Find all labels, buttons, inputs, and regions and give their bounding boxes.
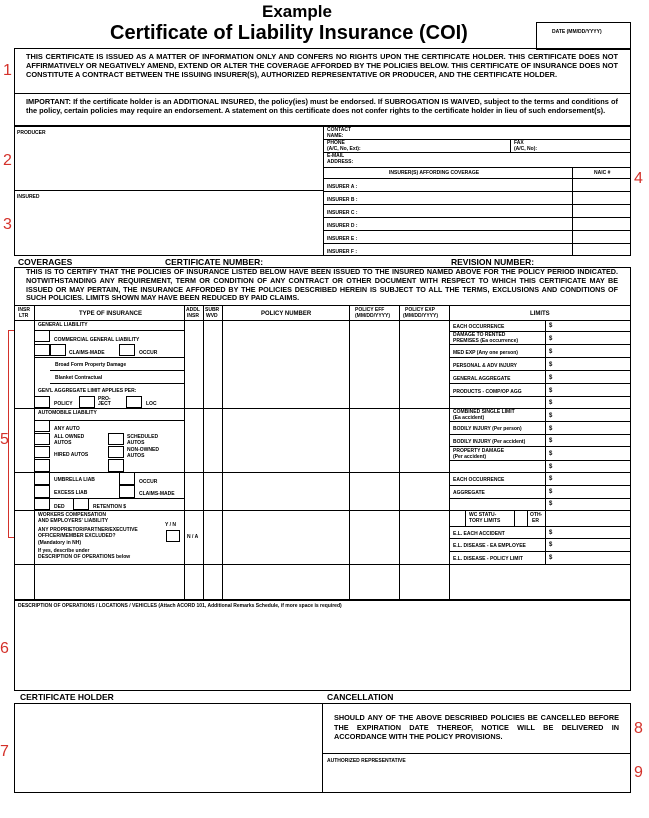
ded-checkbox[interactable] <box>34 498 50 510</box>
auto-liability-title: AUTOMOBILE LIABILITY <box>38 410 97 416</box>
gl-limit-products: PRODUCTS - COMP/OP AGG <box>453 389 522 395</box>
producer-label: PRODUCER <box>17 130 46 136</box>
wc-dollar-2: $ <box>549 542 553 548</box>
non-owned-checkbox[interactable] <box>108 446 124 458</box>
claims-made-label: CLAIMS-MADE <box>69 350 105 356</box>
loc-checkbox[interactable] <box>126 396 142 408</box>
auto-extra-checkbox-1[interactable] <box>34 459 50 472</box>
auto-dollar-5: $ <box>549 464 553 470</box>
all-owned-label: ALL OWNED <box>54 434 85 440</box>
gl-limit-premises: PREMISES (Ea occurrence) <box>453 338 519 344</box>
example-heading: Example <box>262 2 332 21</box>
all-owned-checkbox[interactable] <box>34 433 50 445</box>
gl-dollar-6: $ <box>549 388 553 394</box>
officer-excluded-label: OFFICER/MEMBER EXCLUDED? <box>38 533 116 539</box>
col-policy-exp-2: (MM/DD/YYYY) <box>403 313 438 319</box>
phone-label-2: (A/C, No, Ext): <box>327 146 361 152</box>
na-label: N / A <box>187 534 199 540</box>
gl-dollar-4: $ <box>549 362 553 368</box>
date-box[interactable] <box>536 22 631 50</box>
annotation-8: 8 <box>634 720 643 737</box>
if-yes-label-2: DESCRIPTION OF OPERATIONS below <box>38 554 131 560</box>
project-checkbox[interactable] <box>79 396 95 408</box>
workers-comp-title-2: AND EMPLOYERS' LIABILITY <box>38 518 109 524</box>
occur-checkbox[interactable] <box>119 344 135 356</box>
auto-limit-bodily-accident: BODILY INJURY (Per accident) <box>453 439 526 445</box>
cancellation-text: SHOULD ANY OF THE ABOVE DESCRIBED POLICIES BE CANCELLED BEFORE THE EXPIRATION DATE THEREOF, NOTICE WILL BE DELIVERED IN ACCORDANCE WITH THE POLICY PROVISIONS. <box>334 713 619 741</box>
insured-label: INSURED <box>17 194 40 200</box>
col-addl: ADDL <box>186 307 200 313</box>
gl-dollar-7: $ <box>549 400 553 406</box>
mandatory-nh-label: (Mandatory in NH) <box>38 540 82 546</box>
col-policy-eff-2: (MM/DD/YYYY) <box>355 313 390 319</box>
any-proprietor-label: ANY PROPRIETOR/PARTNER/EXECUTIVE <box>38 527 138 533</box>
col-policy-eff: POLICY EFF <box>355 307 385 313</box>
any-auto-checkbox[interactable] <box>34 420 50 432</box>
policy-checkbox[interactable] <box>34 396 50 408</box>
insurer-e: INSURER E : <box>327 236 358 242</box>
policy-label: POLICY <box>54 401 73 407</box>
insurer-c: INSURER C : <box>327 210 358 216</box>
gl-dollar-1: $ <box>549 323 553 329</box>
col-limits: LIMITS <box>530 311 550 317</box>
annotation-7: 7 <box>0 743 9 760</box>
aggregate-applies-label: GEN'L AGGREGATE LIMIT APPLIES PER: <box>38 388 137 394</box>
umbrella-limit-aggregate: AGGREGATE <box>453 490 485 496</box>
cgl-checkbox[interactable] <box>34 330 50 342</box>
important-text: IMPORTANT: If the certificate holder is an ADDITIONAL INSURED, the policy(ies) must be endorsed. If SUBROGATION IS WAIVED, subject to the terms and conditions of the policy, certain policies may require an endorsement. A statement on this certificate does not confer rights to the certificate holder in lieu of such endorsement(s). <box>26 97 618 116</box>
col-subr-2: WVD <box>206 313 218 319</box>
wc-dollar-1: $ <box>549 530 553 536</box>
excess-liab-label: EXCESS LIAB <box>54 490 88 496</box>
certificate-holder-label: CERTIFICATE HOLDER <box>20 692 114 702</box>
cancellation-label: CANCELLATION <box>327 692 394 702</box>
fax-label-2: (A/C, No): <box>514 146 538 152</box>
gl-dollar-3: $ <box>549 349 553 355</box>
certificate-number-label: CERTIFICATE NUMBER: <box>165 257 264 267</box>
umbrella-claims-made-label: CLAIMS-MADE <box>139 491 175 497</box>
umbrella-occur-label: OCCUR <box>139 479 158 485</box>
auto-limit-bodily-person: BODILY INJURY (Per person) <box>453 426 522 432</box>
gl-limit-med-exp: MED EXP (Any one person) <box>453 350 518 356</box>
col-addl-2: INSR <box>187 313 199 319</box>
contact-name-label: CONTACT <box>327 127 352 133</box>
annotation-2: 2 <box>3 152 12 169</box>
annotation-6: 6 <box>0 640 9 657</box>
excluded-checkbox[interactable] <box>166 530 180 542</box>
col-insr: INSR <box>18 307 30 313</box>
gl-row2-checkbox[interactable] <box>34 344 50 356</box>
umbrella-dollar-1: $ <box>549 476 553 482</box>
annotation-5: 5 <box>0 431 9 448</box>
scheduled-label-2: AUTOS <box>127 440 145 446</box>
retention-label: RETENTION $ <box>93 504 127 510</box>
other-label-2: ER <box>532 518 539 524</box>
non-owned-label-2: AUTOS <box>127 453 145 459</box>
workers-comp-title: WORKERS COMPENSATION <box>38 512 106 518</box>
general-liability-title: GENERAL LIABILITY <box>38 322 88 328</box>
certificate-holder-box[interactable] <box>14 703 323 793</box>
wc-statutory-label: WC STATU- <box>469 512 497 518</box>
scheduled-checkbox[interactable] <box>108 433 124 445</box>
insurer-f: INSURER F : <box>327 249 357 255</box>
cgl-label: COMMERCIAL GENERAL LIABILITY <box>54 337 140 343</box>
insurer-b: INSURER B : <box>327 197 358 203</box>
other-label: OTH- <box>530 512 543 518</box>
umbrella-occur-checkbox[interactable] <box>119 472 135 485</box>
umbrella-limit-each-occurrence: EACH OCCURRENCE <box>453 477 505 483</box>
all-owned-label-2: AUTOS <box>54 440 72 446</box>
insurer-a: INSURER A : <box>327 184 358 190</box>
authorized-representative-label: AUTHORIZED REPRESENTATIVE <box>327 758 406 764</box>
col-subr: SUBR <box>205 307 220 313</box>
revision-number-label: REVISION NUMBER: <box>451 257 535 267</box>
disclaimer-text: THIS CERTIFICATE IS ISSUED AS A MATTER OF INFORMATION ONLY AND CONFERS NO RIGHTS UPON THE CERTIFICATE HOLDER. THIS CERTIFICATE DOES NOT AFFIRMATIVELY OR NEGATIVELY AMEND, EXTEND OR ALTER THE COVERAGE AFFORDED BY THE POLICIES BELOW. THIS CERTIFICATE OF INSURANCE DOES NOT CONSTITUTE A CONTRACT BETWEEN THE ISSUING INSURER(S), AUTHORIZED REPRESENTATIVE OR PRODUCER, AND THE CERTIFICATE HOLDER. <box>26 52 618 80</box>
annotation-4: 4 <box>634 170 643 187</box>
retention-checkbox[interactable] <box>73 498 89 510</box>
ded-label: DED <box>54 504 65 510</box>
col-policy-exp: POLICY EXP <box>405 307 435 313</box>
project-label: PRO- <box>98 396 111 402</box>
project-label-2: JECT <box>98 401 111 407</box>
description-box[interactable] <box>14 600 631 691</box>
gl-limit-damage-rented: DAMAGE TO RENTED <box>453 332 506 338</box>
auto-dollar-4: $ <box>549 451 553 457</box>
el-disease-employee: E.L. DISEASE - EA EMPLOYEE <box>453 543 526 549</box>
yn-label: Y / N <box>165 522 177 528</box>
blanket-contractual-label: Blanket Contractual <box>55 375 103 381</box>
auto-limit-combined: COMBINED SINGLE LIMIT <box>453 409 515 415</box>
annotation-1: 1 <box>3 62 12 79</box>
fax-label: FAX <box>514 140 524 146</box>
page-title: Certificate of Liability Insurance (COI) <box>110 22 468 44</box>
excess-checkbox[interactable] <box>34 485 50 498</box>
email-label-2: ADDRESS: <box>327 159 354 165</box>
any-auto-label: ANY AUTO <box>54 426 80 432</box>
if-yes-label: If yes, describe under <box>38 548 90 554</box>
wc-statutory-label-2: TORY LIMITS <box>469 518 501 524</box>
gl-limit-personal-adv: PERSONAL & ADV INJURY <box>453 363 517 369</box>
naic-header: NAIC # <box>594 170 611 176</box>
auto-dollar-2: $ <box>549 426 553 432</box>
umbrella-claims-made-checkbox[interactable] <box>119 485 135 498</box>
col-type: TYPE OF INSURANCE <box>79 311 143 317</box>
insurer-d: INSURER D : <box>327 223 358 229</box>
gl-dollar-5: $ <box>549 375 553 381</box>
contact-name-label-2: NAME: <box>327 133 344 139</box>
description-label: DESCRIPTION OF OPERATIONS / LOCATIONS / VEHICLES (Attach ACORD 101, Additional Remarks Schedule, if more space is required) <box>18 603 342 609</box>
col-ltr: LTR <box>19 313 29 319</box>
auto-dollar-3: $ <box>549 438 553 444</box>
umbrella-dollar-3: $ <box>549 501 553 507</box>
loc-label: LOC <box>146 401 157 407</box>
hired-autos-label: HIRED AUTOS <box>54 452 89 458</box>
auto-extra-checkbox-2[interactable] <box>108 459 124 472</box>
auto-limit-combined-2: (Ea accident) <box>453 415 485 421</box>
auto-limit-property-damage-2: (Per accident) <box>453 454 487 460</box>
date-label: DATE (MM/DD/YYYY) <box>552 29 602 35</box>
phone-label: PHONE <box>327 140 345 146</box>
gl-limit-general-aggregate: GENERAL AGGREGATE <box>453 376 511 382</box>
umbrella-dollar-2: $ <box>549 489 553 495</box>
gl-limit-each-occurrence: EACH OCCURRENCE <box>453 324 505 330</box>
wc-dollar-3: $ <box>549 555 553 561</box>
umbrella-checkbox[interactable] <box>34 472 50 485</box>
gl-dollar-2: $ <box>549 336 553 342</box>
umbrella-liab-label: UMBRELLA LIAB <box>54 477 95 483</box>
hired-checkbox[interactable] <box>34 446 50 458</box>
insurers-header: INSURER(S) AFFORDING COVERAGE <box>389 170 480 176</box>
coverage-statement: THIS IS TO CERTIFY THAT THE POLICIES OF INSURANCE LISTED BELOW HAVE BEEN ISSUED TO THE INSURED NAMED ABOVE FOR THE POLICY PERIOD INDICATED. NOTWITHSTANDING ANY REQUIREMENT, TERM OR CONDITION OF ANY CONTRACT OR OTHER DOCUMENT WITH RESPECT TO WHICH THIS CERTIFICATE MAY BE ISSUED OR MAY PERTAIN, THE INSURANCE AFFORDED BY THE POLICIES DESCRIBED HEREIN IS SUBJECT TO ALL THE TERMS, EXCLUSIONS AND CONDITIONS OF SUCH POLICIES. LIMITS SHOWN MAY HAVE BEEN REDUCED BY PAID CLAIMS. <box>26 267 618 303</box>
annotation-3: 3 <box>3 216 12 233</box>
col-policy-number: POLICY NUMBER <box>261 311 312 317</box>
non-owned-label: NON-OWNED <box>127 447 159 453</box>
broad-form-label: Broad Form Property Damage <box>55 362 127 368</box>
auto-limit-property-damage: PROPERTY DAMAGE <box>453 448 505 454</box>
el-disease-policy: E.L. DISEASE - POLICY LIMIT <box>453 556 523 562</box>
el-each-accident: E.L. EACH ACCIDENT <box>453 531 505 537</box>
claims-made-checkbox[interactable] <box>50 344 66 356</box>
occur-label: OCCUR <box>139 350 158 356</box>
email-label: E-MAIL <box>327 153 345 159</box>
coverages-label: COVERAGES <box>18 257 73 267</box>
scheduled-label: SCHEDULED <box>127 434 159 440</box>
annotation-9: 9 <box>634 764 643 781</box>
auto-dollar-1: $ <box>549 413 553 419</box>
